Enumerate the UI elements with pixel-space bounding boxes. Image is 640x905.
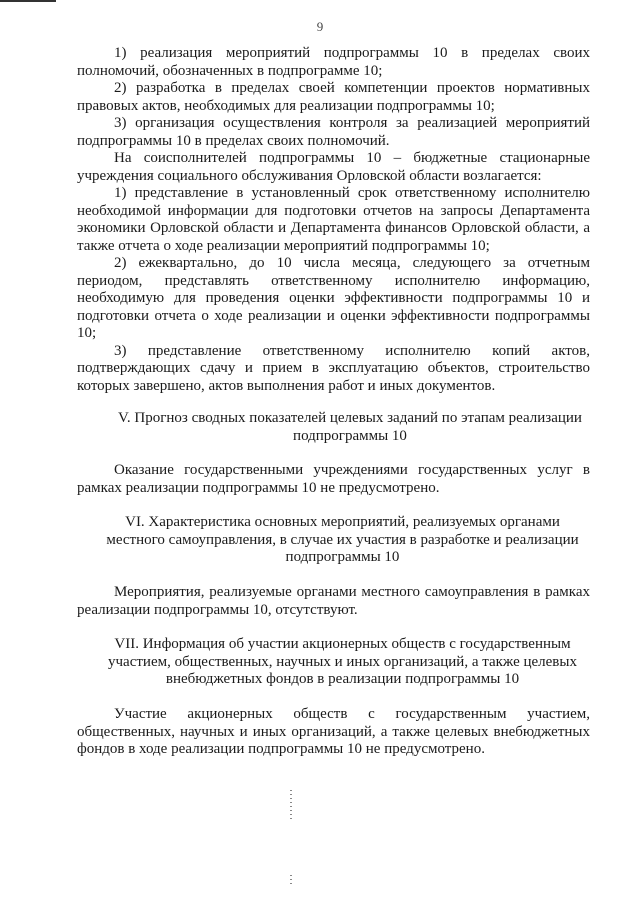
paragraph: 3) представление ответственному исполнителю копий актов, подтверждающих сдачу и прием в эксплуатацию объектов, строительство которых завершено, актов выполнения работ и иных документов. (77, 342, 590, 394)
section-6-heading: VI. Характеристика основных мероприятий, реализуемых органами местного самоуправления, в случае их участия в разработке и реализации подпрограммы 10 (106, 514, 579, 565)
paragraph: 2) разработка в пределах своей компетенции проектов нормативных правовых актов, необходимых для реализации подпрограммы 10; (77, 80, 590, 114)
responsibilities-block (77, 45, 590, 395)
section-7-heading: VII. Информация об участии акционерных обществ с государственным участием, общественных, научных и иных организаций, а также целевых внебюджетных фондов в реализации подпрограммы 10 (108, 636, 577, 687)
section-5-body (77, 462, 590, 497)
scan-specks (290, 790, 292, 820)
scan-edge-mark (0, 0, 56, 2)
paragraph: 1) реализация мероприятий подпрограммы 10 в пределах своих полномочий, обозначенных в подпрограмме 10; (77, 45, 590, 79)
page-number: 9 (316, 19, 324, 34)
paragraph: На соисполнителей подпрограммы 10 – бюджетные стационарные учреждения социального обслуживания Орловской области возлагается: (77, 150, 590, 184)
paragraph: Участие акционерных обществ с государственным участием, общественных, научных и иных организаций, а также целевых внебюджетных фондов в ходе реализации подпрограммы 10 не предусмотрено. (77, 706, 590, 757)
section-6-body (77, 584, 590, 619)
paragraph: Оказание государственными учреждениями государственных услуг в рамках реализации подпрограммы 10 не предусмотрено. (77, 462, 590, 496)
scan-specks (290, 875, 292, 887)
section-5-heading: V. Прогноз сводных показателей целевых заданий по этапам реализации подпрограммы 10 (118, 410, 582, 444)
paragraph: Мероприятия, реализуемые органами местного самоуправления в рамках реализации подпрограммы 10, отсутствуют. (77, 584, 590, 618)
paragraph: 3) организация осуществления контроля за реализацией мероприятий подпрограммы 10 в пределах своих полномочий. (77, 115, 590, 149)
section-7-body (77, 706, 590, 759)
paragraph: 1) представление в установленный срок ответственному исполнителю необходимой информации для подготовки отчетов на запросы Департамента экономики Орловской области и Департамента финансов Орловской области, а также отчета о ходе реализации мероприятий подпрограммы 10; (77, 185, 590, 254)
paragraph: 2) ежеквартально, до 10 числа месяца, следующего за отчетным периодом, представлять ответственному исполнителю информацию, необходимую для проведения оценки эффективности подпрограммы 10 и подготовки отчета о ходе реализации и оценки эффективности подпрограммы 10; (77, 255, 590, 341)
